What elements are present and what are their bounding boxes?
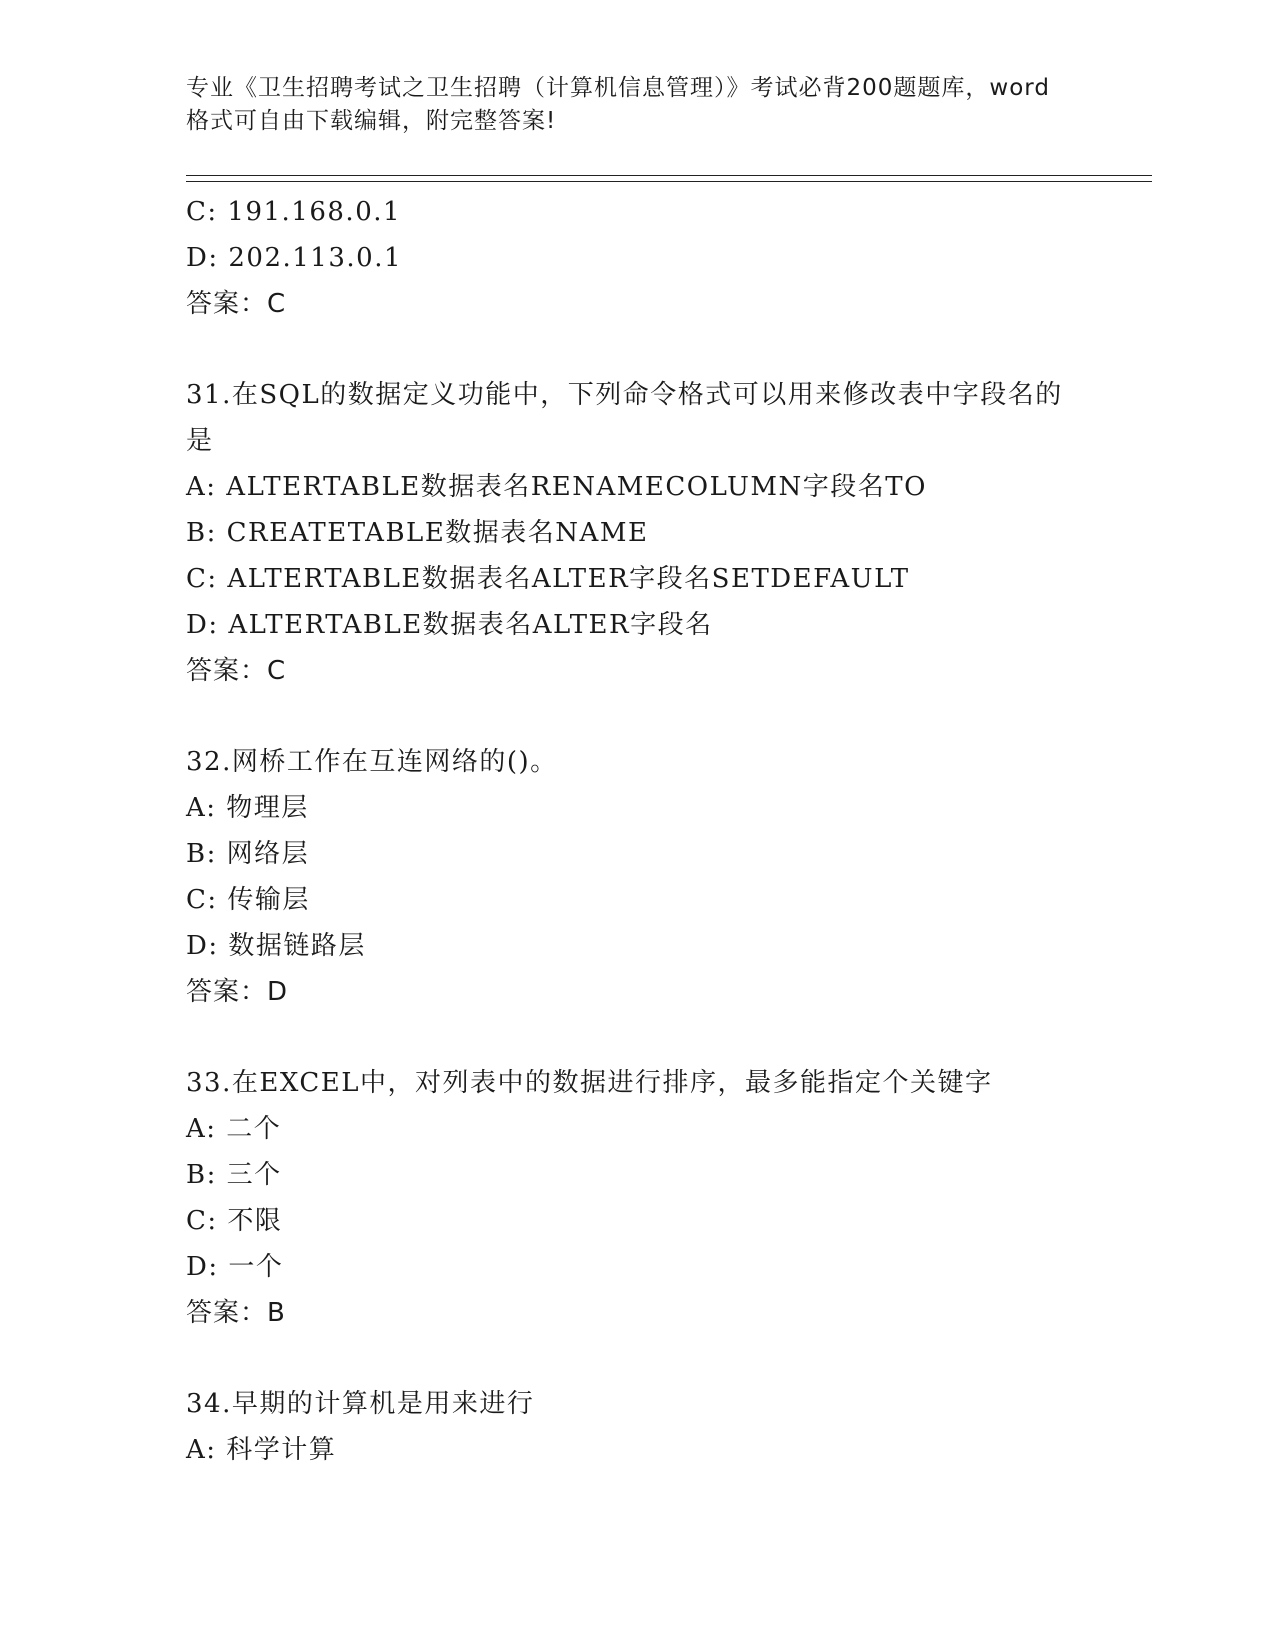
option-line: A: 物理层 — [186, 793, 309, 823]
answer-line: 答案：B — [186, 1298, 286, 1328]
question-block-34 — [186, 1381, 1086, 1473]
question-text: 33.在EXCEL中，对列表中的数据进行排序，最多能指定个关键字 — [186, 1068, 993, 1098]
option-line: D: ALTERTABLE数据表名ALTER字段名 — [186, 610, 713, 640]
question-block-33 — [186, 1060, 1086, 1336]
option-line: A: 科学计算 — [186, 1435, 337, 1465]
leading-block — [186, 189, 1086, 327]
header-line-2: 格式可自由下载编辑，附完整答案! — [186, 108, 557, 134]
option-line: B: CREATETABLE数据表名NAME — [186, 518, 649, 548]
option-line: C: ALTERTABLE数据表名ALTER字段名SETDEFAULT — [186, 564, 910, 594]
option-line: B: 三个 — [186, 1160, 282, 1190]
spacer — [186, 1015, 1086, 1060]
header-rule-bottom — [186, 181, 1152, 182]
document-header — [186, 72, 1086, 138]
option-line: A: 二个 — [186, 1114, 282, 1144]
question-block-31 — [186, 372, 1086, 694]
question-content — [186, 189, 1086, 1473]
option-line: D: 202.113.0.1 — [186, 243, 402, 273]
spacer — [186, 1336, 1086, 1381]
option-line: A: ALTERTABLE数据表名RENAMECOLUMN字段名TO — [186, 472, 927, 502]
answer-line: 答案：D — [186, 977, 289, 1007]
question-text: 31.在SQL的数据定义功能中，下列命令格式可以用来修改表中字段名的是 — [186, 380, 1063, 456]
question-block-32 — [186, 739, 1086, 1015]
question-text: 32.网桥工作在互连网络的()。 — [186, 747, 558, 777]
header-line-1: 专业《卫生招聘考试之卫生招聘（计算机信息管理）》考试必背200题题库，word — [186, 75, 1050, 101]
header-rule-top — [186, 175, 1152, 176]
spacer — [186, 327, 1086, 372]
option-line: D: 一个 — [186, 1252, 284, 1282]
option-line: C: 传输层 — [186, 885, 310, 915]
answer-line: 答案：C — [186, 656, 287, 686]
spacer — [186, 694, 1086, 739]
option-line: B: 网络层 — [186, 839, 310, 869]
option-line: C: 不限 — [186, 1206, 283, 1236]
option-line: D: 数据链路层 — [186, 931, 366, 961]
question-text: 34.早期的计算机是用来进行 — [186, 1389, 535, 1419]
answer-line: 答案：C — [186, 289, 287, 319]
option-line: C: 191.168.0.1 — [186, 197, 402, 227]
